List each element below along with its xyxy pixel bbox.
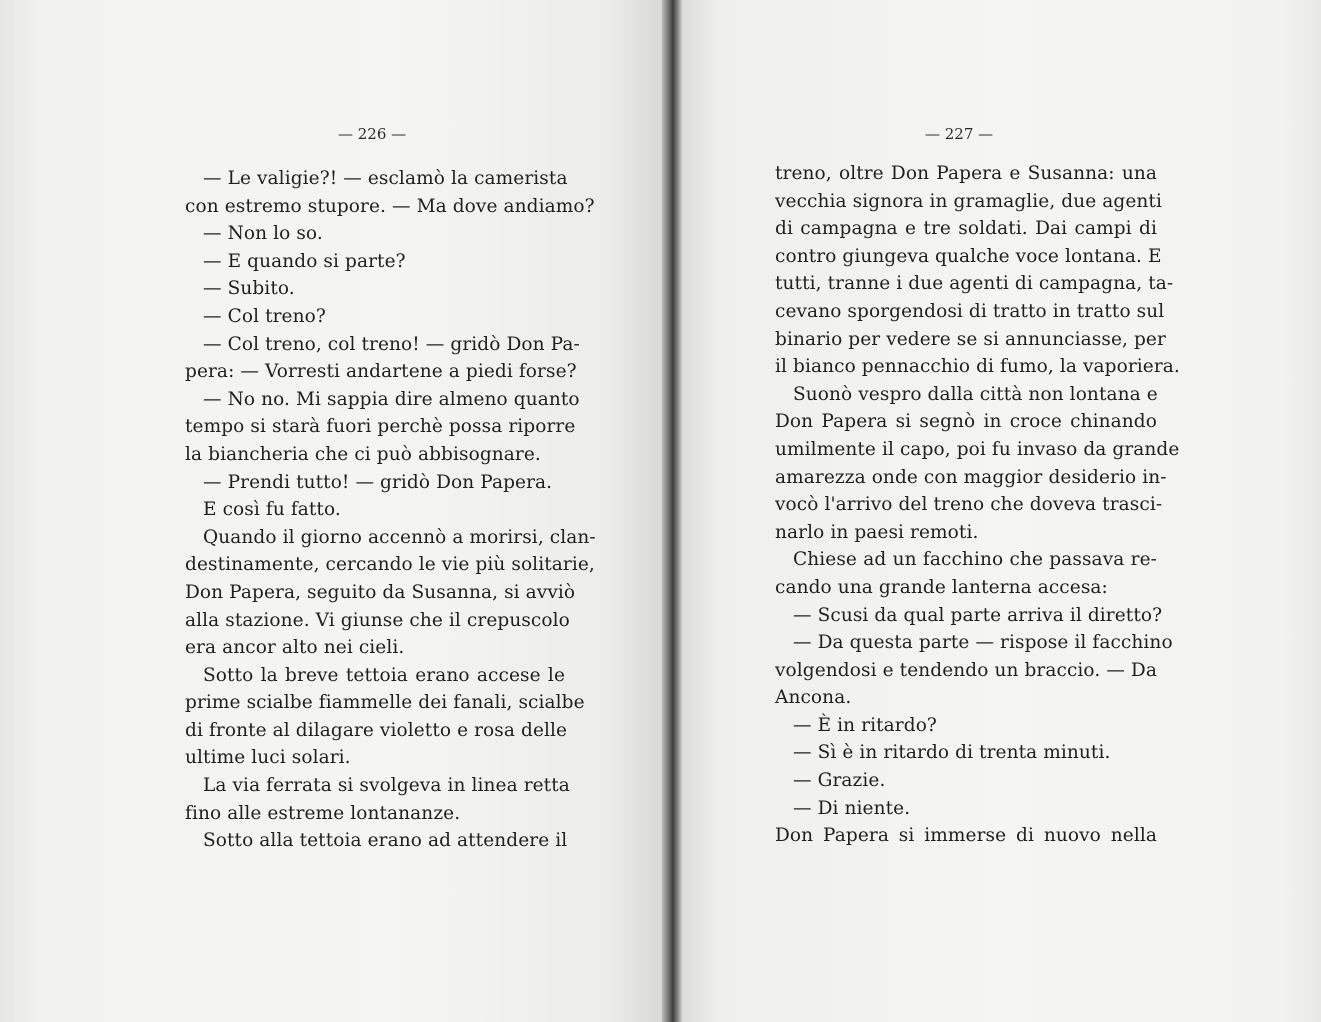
book-gutter bbox=[662, 0, 682, 1022]
text-line: E così fu fatto. bbox=[203, 499, 341, 521]
text-line: — Le valigie?! — esclamò la camerista bbox=[203, 168, 568, 189]
text-line: cevano sporgendosi di tratto in tratto sul bbox=[775, 300, 1165, 322]
text-line: destinamente, cercando le vie più solitarie, bbox=[185, 554, 595, 576]
text-line: narlo in paesi remoti. bbox=[775, 521, 979, 543]
text-line: treno, oltre Don Papera e Susanna: una bbox=[775, 163, 1157, 184]
right-page-text bbox=[775, 160, 1180, 850]
left-page-number: — 226 — bbox=[338, 125, 407, 143]
text-line: vocò l'arrivo del treno che doveva trasci- bbox=[775, 494, 1163, 516]
text-line: — Da questa parte — rispose il facchino bbox=[793, 632, 1173, 654]
text-line: Don Papera si segnò in croce chinando bbox=[775, 411, 1157, 433]
text-line: — E quando si parte? bbox=[203, 250, 406, 272]
text-line: — Subito. bbox=[203, 278, 295, 300]
text-line: Don Papera, seguito da Susanna, si avviò bbox=[185, 581, 576, 603]
text-line: La via ferrata si svolgeva in linea retta bbox=[203, 775, 570, 797]
text-line: Suonò vespro dalla città non lontana e bbox=[793, 383, 1158, 405]
text-line: Quando il giorno accennò a morirsi, clan- bbox=[203, 526, 596, 548]
text-line: contro giungeva qualche voce lontana. E bbox=[775, 245, 1162, 267]
text-line: — Col treno? bbox=[203, 305, 326, 327]
text-line: — È in ritardo? bbox=[793, 714, 937, 736]
text-line: vecchia signora in gramaglie, due agenti bbox=[775, 190, 1162, 212]
left-text-lines bbox=[185, 165, 596, 855]
text-line: con estremo stupore. — Ma dove andiamo? bbox=[185, 195, 595, 217]
right-page-number: — 227 — bbox=[925, 125, 994, 143]
text-line: ultime luci solari. bbox=[185, 747, 351, 769]
text-line: Chiese ad un facchino che passava re- bbox=[793, 549, 1157, 571]
text-line: Sotto la breve tettoia erano accese le bbox=[203, 664, 565, 686]
text-line: umilmente il capo, poi fu invaso da grande bbox=[775, 438, 1180, 460]
text-line: Ancona. bbox=[775, 687, 852, 709]
text-line: alla stazione. Vi giunse che il crepuscolo bbox=[185, 609, 570, 631]
text-line: — No no. Mi sappia dire almeno quanto bbox=[203, 388, 580, 410]
text-line: — Grazie. bbox=[793, 770, 886, 792]
text-line: binario per vedere se si annunciasse, per bbox=[775, 328, 1166, 350]
text-line: — Scusi da qual parte arriva il diretto? bbox=[793, 604, 1163, 626]
text-line: amarezza onde con maggior desiderio in- bbox=[775, 466, 1167, 488]
text-line: il bianco pennacchio di fumo, la vaporiera. bbox=[775, 356, 1180, 378]
text-line: fino alle estreme lontananze. bbox=[185, 802, 461, 824]
text-line: — Sì è in ritardo di trenta minuti. bbox=[793, 742, 1111, 764]
right-text-lines bbox=[775, 160, 1180, 850]
text-line: volgendosi e tendendo un braccio. — Da bbox=[775, 659, 1157, 681]
text-line: pera: — Vorresti andartene a piedi forse? bbox=[185, 361, 577, 383]
text-line: — Di niente. bbox=[793, 797, 911, 819]
text-line: Don Papera si immerse di nuovo nella bbox=[775, 825, 1157, 847]
text-line: tutti, tranne i due agenti di campagna, ta- bbox=[775, 273, 1174, 295]
text-line: cando una grande lanterna accesa: bbox=[775, 576, 1108, 598]
left-page-text bbox=[185, 165, 596, 855]
text-line: — Prendi tutto! — gridò Don Papera. bbox=[203, 471, 553, 493]
text-line: di fronte al dilagare violetto e rosa delle bbox=[185, 719, 568, 741]
right-page bbox=[682, 0, 1321, 1022]
text-line: tempo si starà fuori perchè possa riporre bbox=[185, 416, 576, 438]
text-line: di campagna e tre soldati. Dai campi di bbox=[775, 218, 1157, 240]
text-line: prime scialbe fiammelle dei fanali, scialbe bbox=[185, 692, 585, 714]
text-line: — Non lo so. bbox=[203, 223, 323, 245]
text-line: — Col treno, col treno! — gridò Don Pa- bbox=[203, 333, 580, 355]
text-line: Sotto alla tettoia erano ad attendere il bbox=[203, 830, 568, 852]
text-line: la biancheria che ci può abbisognare. bbox=[185, 443, 541, 465]
text-line: era ancor alto nei cieli. bbox=[185, 637, 405, 659]
